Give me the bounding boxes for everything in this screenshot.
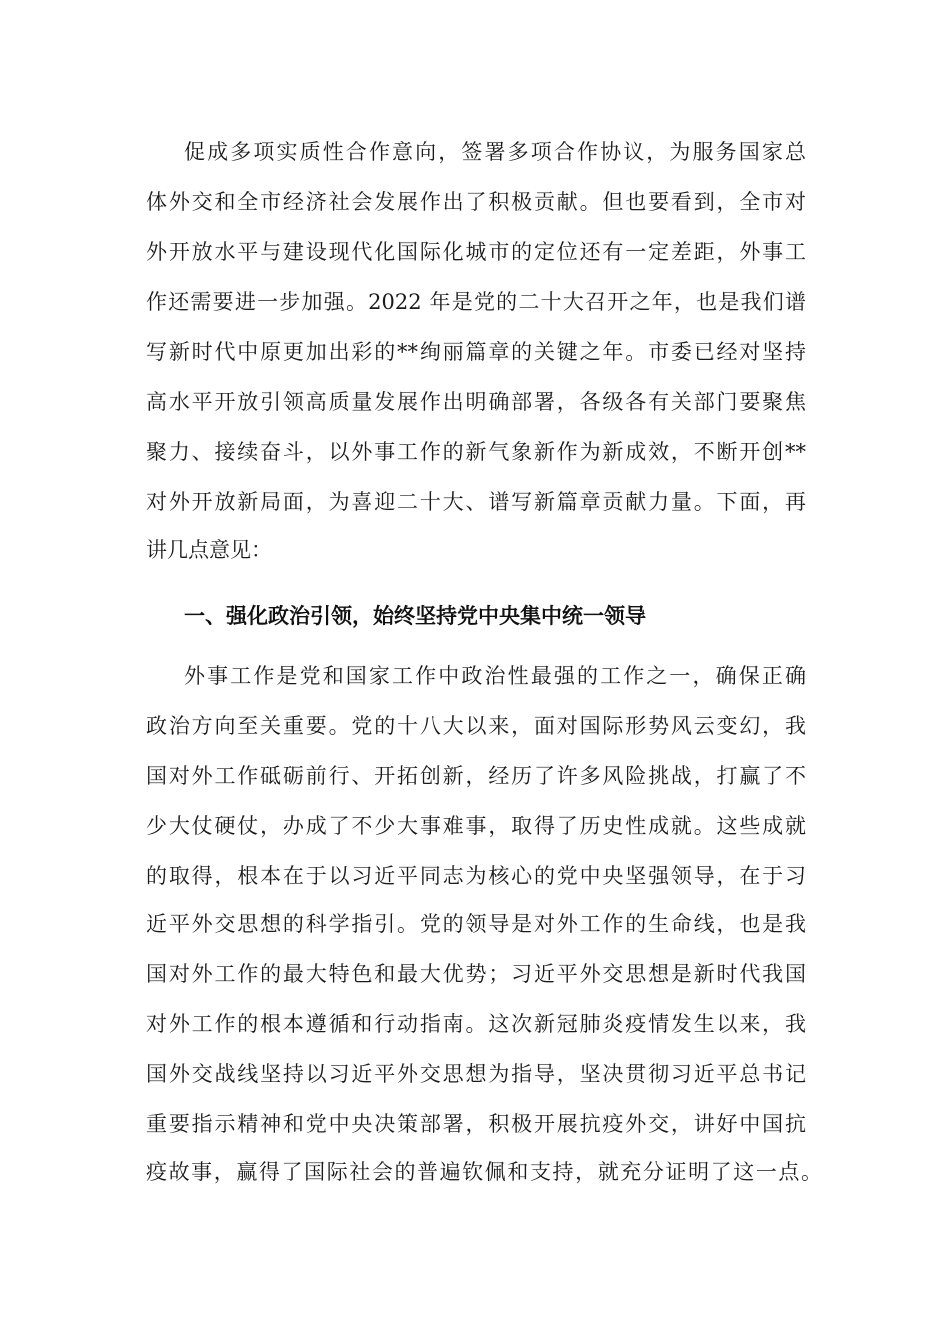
paragraph-line: 政治方向至关重要。党的十八大以来，面对国际形势风云变幻，我	[146, 714, 806, 738]
paragraph-line: 体外交和全市经济社会发展作出了积极贡献。但也要看到，全市对	[146, 190, 806, 214]
paragraph-line: 重要指示精神和党中央决策部署，积极开展抗疫外交，讲好中国抗	[146, 1112, 806, 1136]
paragraph-line: 的取得，根本在于以习近平同志为核心的党中央坚强领导，在于习	[146, 864, 806, 888]
paragraph-line: 国对外工作砥砺前行、开拓创新，经历了许多风险挑战，打赢了不	[146, 764, 806, 788]
paragraph-line: 外事工作是党和国家工作中政治性最强的工作之一，确保正确	[184, 664, 806, 688]
paragraph-line: 疫故事，赢得了国际社会的普遍钦佩和支持，就充分证明了这一点。	[146, 1160, 822, 1184]
paragraph-line: 国外交战线坚持以习近平外交思想为指导，坚决贯彻习近平总书记	[146, 1062, 806, 1086]
paragraph-line: 近平外交思想的科学指引。党的领导是对外工作的生命线，也是我	[146, 912, 806, 936]
section-heading: 一、强化政治引领，始终坚持党中央集中统一领导	[184, 604, 646, 628]
paragraph-line: 对外开放新局面，为喜迎二十大、谱写新篇章贡献力量。下面，再	[146, 490, 806, 514]
paragraph-line: 高水平开放引领高质量发展作出明确部署，各级各有关部门要聚焦	[146, 390, 806, 414]
paragraph-line: 外开放水平与建设现代化国际化城市的定位还有一定差距，外事工	[146, 240, 806, 264]
paragraph-line: 促成多项实质性合作意向，签署多项合作协议，为服务国家总	[184, 140, 806, 164]
paragraph-line: 作还需要进一步加强。2022 年是党的二十大召开之年，也是我们谱	[146, 290, 806, 314]
paragraph-line: 讲几点意见：	[146, 538, 272, 562]
paragraph-line: 写新时代中原更加出彩的**绚丽篇章的关键之年。市委已经对坚持	[146, 340, 806, 364]
paragraph-line: 对外工作的根本遵循和行动指南。这次新冠肺炎疫情发生以来，我	[146, 1012, 806, 1036]
paragraph-line: 聚力、接续奋斗，以外事工作的新气象新作为新成效，不断开创**	[146, 440, 806, 464]
paragraph-line: 国对外工作的最大特色和最大优势；习近平外交思想是新时代我国	[146, 962, 806, 986]
paragraph-line: 少大仗硬仗，办成了不少大事难事，取得了历史性成就。这些成就	[146, 814, 806, 838]
